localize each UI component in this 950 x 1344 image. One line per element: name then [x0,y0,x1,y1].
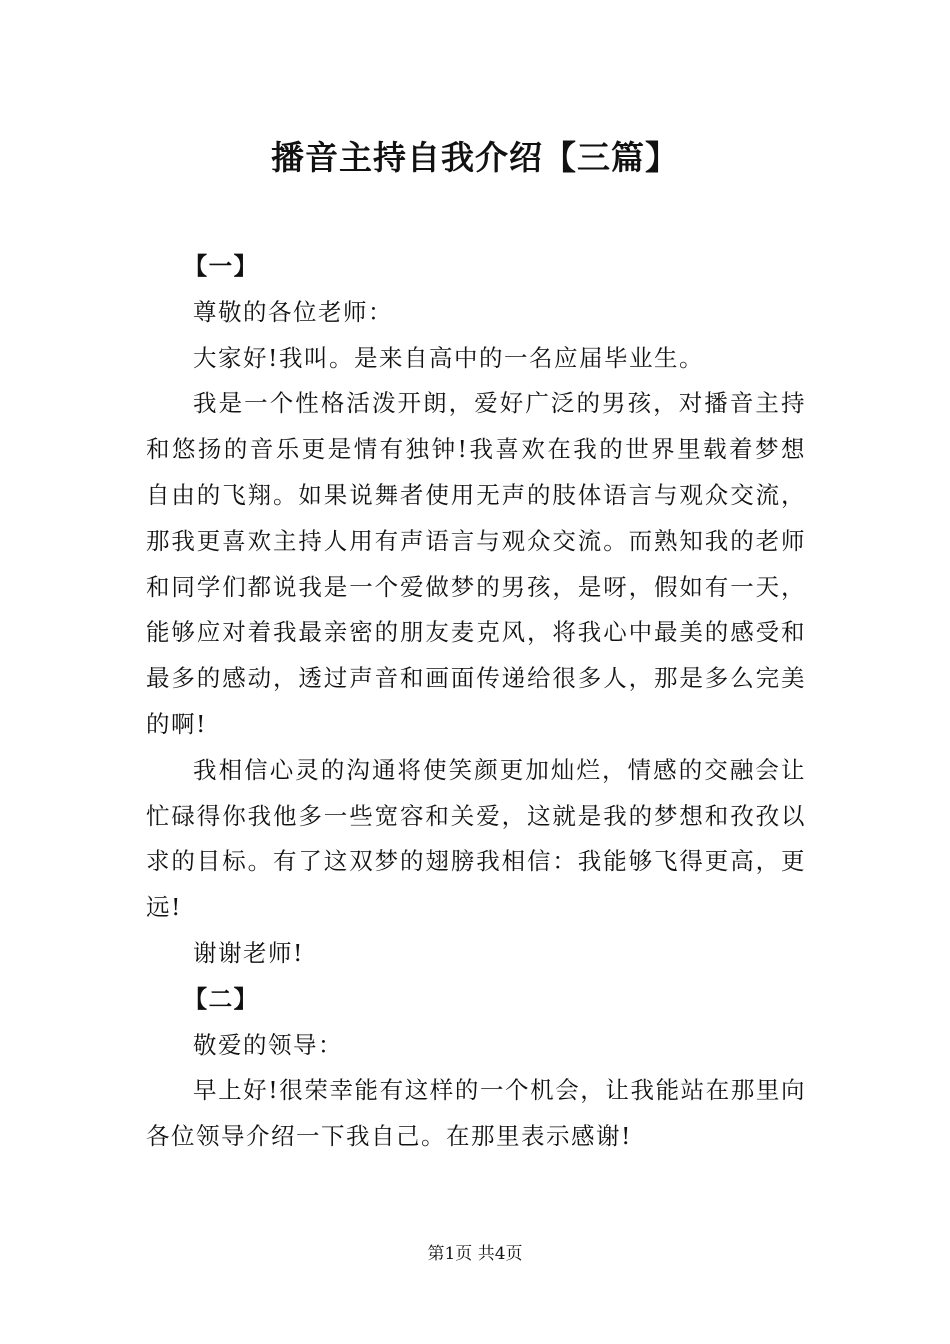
paragraph: 早上好!很荣幸能有这样的一个机会，让我能站在那里向各位领导介绍一下我自己。在那里表示感谢! [146,1076,806,1151]
paragraph: 大家好!我叫。是来自高中的一名应届毕业生。 [193,343,704,372]
paragraph: 谢谢老师! [193,938,304,967]
paragraph: 我相信心灵的沟通将使笑颜更加灿烂，情感的交融会让忙碌得你我他多一些宽容和关爱，这就是我的梦想和孜孜以求的目标。有了这双梦的翅膀我相信：我能够飞得更高，更远! [146,755,806,922]
paragraph: 我是一个性格活泼开朗，爱好广泛的男孩，对播音主持和悠扬的音乐更是情有独钟!我喜欢在我的世界里载着梦想自由的飞翔。如果说舞者使用无声的肢体语言与观众交流，那我更喜欢主持人用有声语言与观众交流。而熟知我的老师和同学们都说我是一个爱做梦的男孩，是呀，假如有一天，能够应对着我最亲密的朋友麦克风，将我心中最美的感受和最多的感动，透过声音和画面传递给很多人，那是多么完美的啊! [146,389,806,738]
page-number-footer: 第1页 共4页 [427,1244,523,1264]
paragraph: 敬爱的领导： [193,1030,343,1059]
section-heading-1: 【一】 [183,252,259,280]
section-heading-2: 【二】 [183,984,259,1013]
document-title: 播音主持自我介绍【三篇】 [271,138,679,177]
document-body [146,244,806,1160]
paragraph: 尊敬的各位老师： [193,297,393,326]
